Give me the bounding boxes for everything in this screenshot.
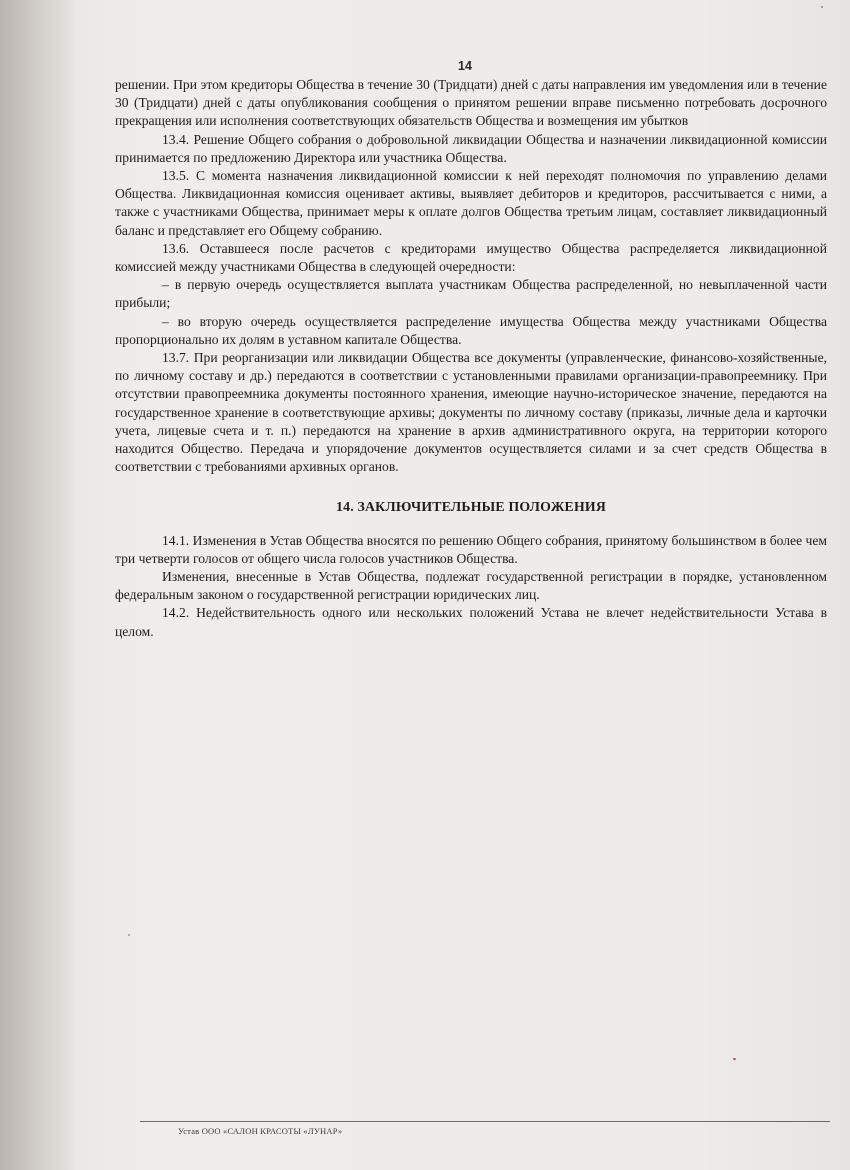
binding-shadow — [0, 0, 78, 1170]
paragraph-continuation: решении. При этом кредиторы Общества в течение 30 (Тридцати) дней с даты направления им уведомления или в течение 30 (Тридцати) дней с даты опубликования сообщения о принятом решении вправе письменно потребовать досрочного прекращения или исполнения соответствующих обязательств Общества и возмещения им убытков — [115, 77, 827, 129]
paper-speck — [733, 1058, 736, 1060]
document-body — [115, 76, 827, 641]
paragraph-13-6-first-item: – в первую очередь осуществляется выплата участникам Общества распределенной, но невыплаченной части прибыли; — [115, 277, 827, 311]
page-number: 14 — [458, 59, 472, 73]
section-14-heading: 14. ЗАКЛЮЧИТЕЛЬНЫЕ ПОЛОЖЕНИЯ — [336, 499, 606, 515]
paper-speck — [128, 934, 130, 936]
paragraph-14-1-amendments: Изменения, внесенные в Устав Общества, подлежат государственной регистрации в порядке, установленном федеральным законом о государственной регистрации юридических лиц. — [115, 569, 827, 603]
paragraph-13-5: 13.5. С момента назначения ликвидационной комиссии к ней переходят полномочия по управлению делами Общества. Ликвидационная комиссия оценивает активы, выявляет дебиторов и кредиторов, рассчитывается с ними, а также с участниками Общества, принимает меры к оплате долгов Общества третьим лицам, составляет ликвидационный баланс и представляет его Общему собранию. — [115, 168, 827, 238]
paragraph-13-6-second-item: – во вторую очередь осуществляется распределение имущества Общества между участниками Общества пропорционально их долям в уставном капитале Общества. — [115, 313, 827, 347]
paragraph-14-1: 14.1. Изменения в Устав Общества вносятся по решению Общего собрания, принятому большинством в более чем три четверти голосов от общего числа голосов участников Общества. — [115, 532, 827, 566]
paragraph-14-2: 14.2. Недействительность одного или нескольких положений Устава не влечет недействительности Устава в целом. — [115, 605, 827, 639]
paragraph-13-6: 13.6. Оставшееся после расчетов с кредиторами имущество Общества распределяется ликвидационной комиссией между участниками Общества в следующей очередности: — [115, 240, 827, 275]
paragraph-13-4: 13.4. Решение Общего собрания о добровольной ликвидации Общества и назначении ликвидационной комиссии принимается по предложению Директора или участника Общества. — [115, 131, 827, 165]
paragraph-13-7: 13.7. При реорганизации или ликвидации Общества все документы (управленческие, финансово-хозяйственные, по личному составу и др.) передаются в соответствии с установленными правилами организации-правопреемнику. При отсутствии правопреемника документы постоянного хранения, имеющие научно-историческое значение, передаются на государственное хранение в соответствующие архивы; документы по личному составу (приказы, личные дела и карточки учета, лицевые счета и т. п.) передаются на хранение в архив административного округа, на территории которого находится Общество. Передача и упорядочение документов осуществляется силами и за счет средств Общества в соответствии с требованиями архивных органов. — [115, 350, 827, 475]
footer-divider — [140, 1121, 830, 1122]
footer-document-title: Устав ООО «САЛОН КРАСОТЫ «ЛУНАР» — [178, 1126, 343, 1136]
paper-speck — [821, 6, 823, 8]
